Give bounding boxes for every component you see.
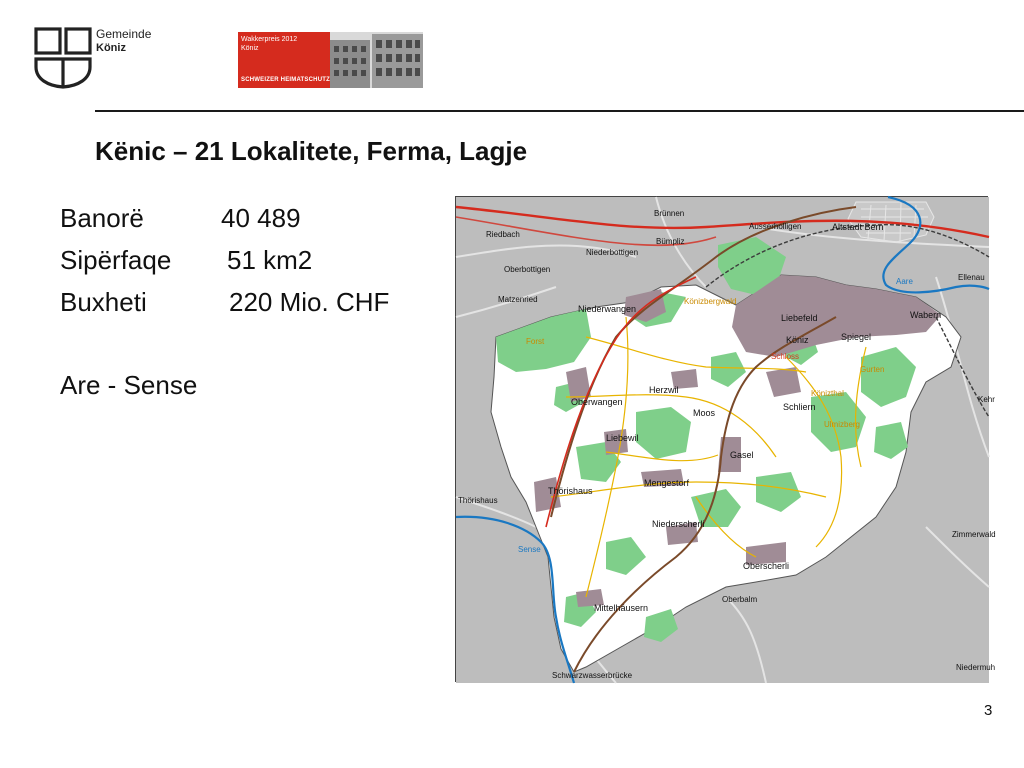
map-label-bruennen: Brünnen: [654, 209, 685, 218]
map-label-altstadt-bern: Altstadt Bern: [832, 222, 884, 232]
map-label-gurten: Gurten: [860, 365, 885, 374]
map-label-riedbach: Riedbach: [486, 230, 520, 239]
map-label-forst: Forst: [526, 337, 545, 346]
municipality-map: [455, 196, 996, 682]
map-label-buempliz: Bümpliz: [656, 237, 685, 246]
logo-wordmark: [96, 27, 151, 55]
map-label-spiegel: Spiegel: [841, 332, 872, 342]
header-divider: [95, 110, 1024, 112]
fact-value: 40 489: [221, 203, 301, 233]
koeniz-coat-of-arms-logo: [34, 27, 94, 89]
logo-line-1: Gemeinde: [96, 27, 152, 41]
map-label-mittelhaeusern: Mittelhäusern: [594, 603, 649, 613]
logo-line-2: Köniz: [96, 42, 126, 54]
map-label-aare: Aare: [896, 277, 913, 286]
award-line-1: Wakkerpreis 2012: [241, 36, 298, 43]
map-label-niederwangen: Niederwangen: [578, 304, 637, 314]
map-label-matzenried: Matzenried: [498, 295, 538, 304]
map-label-herzwil: Herzwil: [649, 385, 679, 395]
map-label-oberscherli: Oberscherli: [743, 561, 790, 571]
fact-label: Sipërfaqe: [60, 245, 172, 275]
award-badge: [238, 32, 423, 88]
map-label-thoerishaus: Thörishaus: [548, 486, 593, 496]
fact-label: Banorë: [60, 203, 144, 233]
map-label-wabern: Wabern: [910, 310, 942, 320]
map-label-oberbottigen: Oberbottigen: [504, 265, 551, 274]
map-label-niedermuh: Niedermuh: [956, 663, 996, 672]
map-label-kehr: Kehr: [978, 395, 995, 404]
map-label-sense: Sense: [518, 545, 541, 554]
map-label-koenizthal: Könizthal: [811, 389, 844, 398]
fact-label: Buxheti: [60, 287, 147, 317]
map-label-niederbottigen: Niederbottigen: [586, 248, 639, 257]
map-label-liebewil: Liebewil: [606, 433, 639, 443]
map-label-zimmerwald: Zimmerwald: [952, 530, 996, 539]
map-label-gasel: Gasel: [730, 450, 754, 460]
map-label-schloss: Schloss: [771, 352, 800, 361]
map-label-oberwangen: Oberwangen: [571, 397, 623, 407]
map-label-koeniz: Köniz: [786, 335, 809, 345]
map-label-schwarzwasserbruecke: Schwarzwasserbrücke: [552, 671, 633, 680]
building-photo: [330, 32, 423, 88]
map-label-schliern: Schliern: [783, 402, 816, 412]
map-label-moos: Moos: [693, 408, 716, 418]
map-label-ellenau: Ellenau: [958, 273, 985, 282]
map-label-liebefeld: Liebefeld: [781, 313, 818, 323]
map-label-mengestorf: Mengestorf: [644, 478, 690, 488]
fact-value: 220 Mio. CHF: [229, 287, 390, 317]
map-label-niederscherli: Niederscherli: [652, 519, 705, 529]
map-label-oberbalm: Oberbalm: [722, 595, 758, 604]
page-number: 3: [984, 702, 993, 719]
map-label-thoerishaus-outside: Thörishaus: [458, 496, 498, 505]
map-label-ausserholligen: Ausserholligen: [749, 222, 802, 231]
map-label-koenizbergwald: Könizbergwald: [684, 297, 737, 306]
fact-value: 51 km2: [227, 245, 313, 275]
award-label-panel: [238, 32, 330, 88]
slide-title: Kënic – 21 Lokalitete, Ferma, Lagje: [95, 136, 528, 166]
award-line-3: SCHWEIZER HEIMATSCHUTZ: [241, 77, 330, 83]
map-label-ulmizberg: Ulmizberg: [824, 420, 861, 429]
rivers-text: Are - Sense: [60, 370, 198, 400]
award-line-2: Köniz: [241, 45, 259, 52]
